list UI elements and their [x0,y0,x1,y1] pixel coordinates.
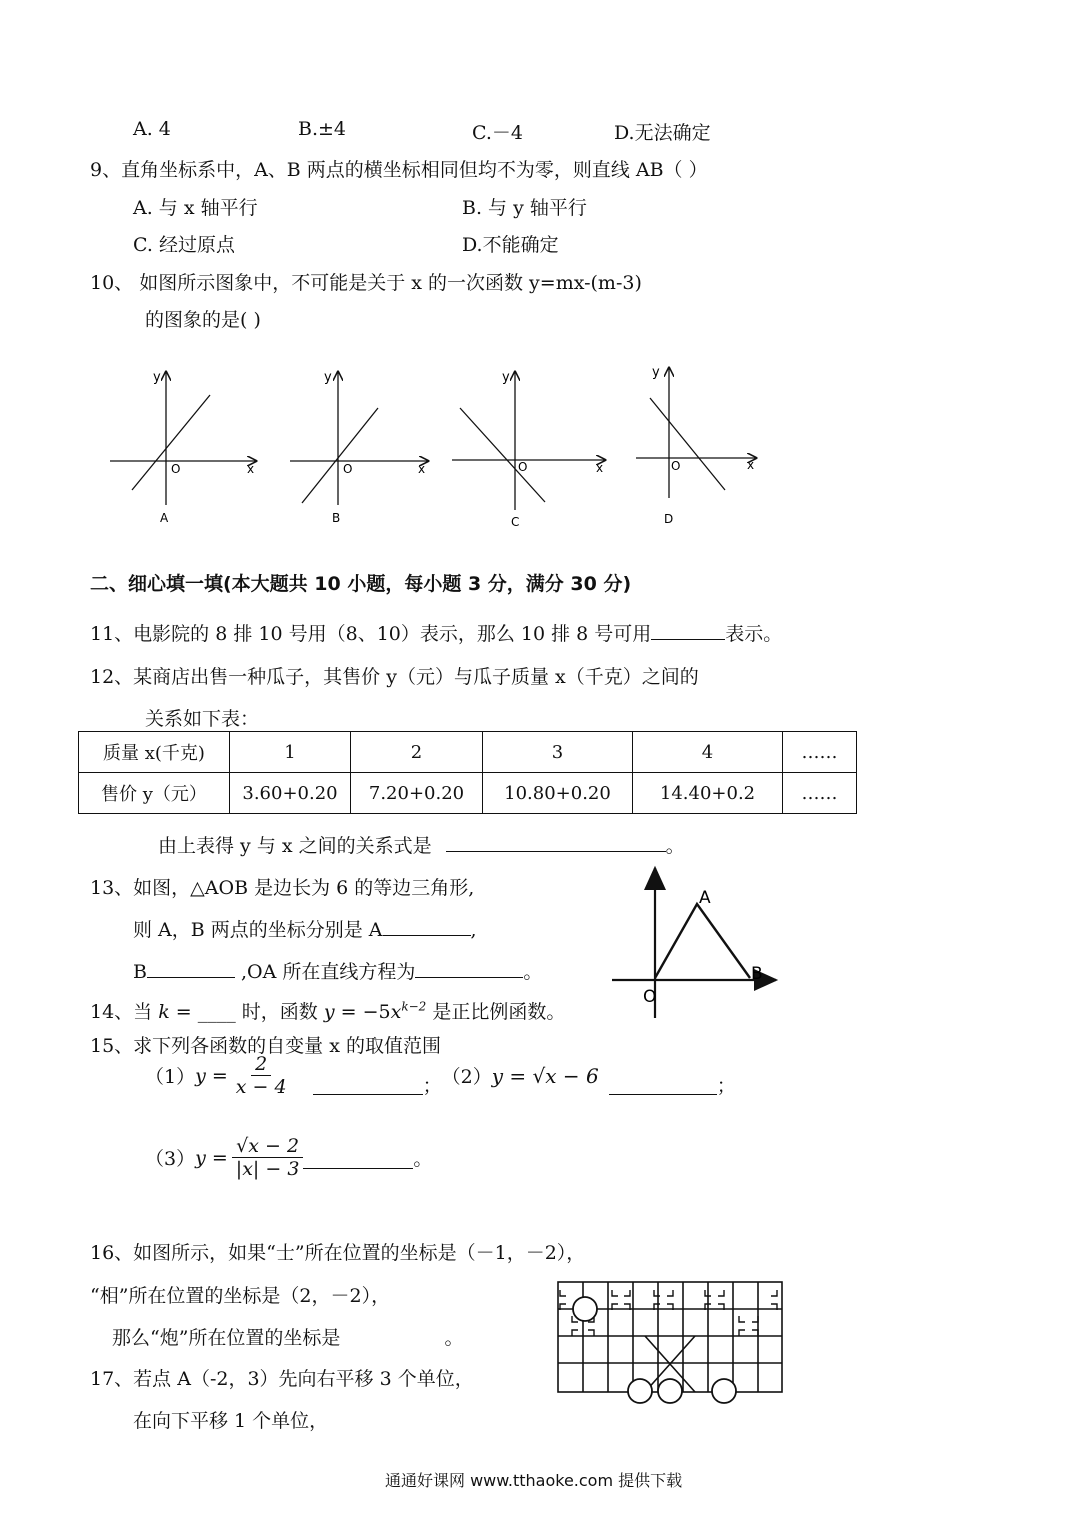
graph-d-y-label: y [652,365,660,380]
q17-line2: 在向下平移 1 个单位， [133,1410,329,1432]
graph-c-x-label: x [596,461,604,475]
q15-p1-blank[interactable] [313,1074,423,1095]
q13-b-blank[interactable] [147,957,235,978]
table-cell: 10.80+0.20 [483,773,633,814]
q15-p2-expr: y = √x − 6 [491,1063,599,1088]
q15-p3-blank[interactable] [303,1148,413,1169]
q15-p3-label: （3） [145,1148,196,1170]
q13-line3-end: 。 [523,961,543,983]
q13-line1: 13、如图，△AOB 是边长为 6 的等边三角形, [90,877,475,899]
q14-func: = −5 [334,1001,391,1023]
q15-p1-fraction [232,1053,291,1098]
q12-follow-end: 。 [665,835,685,857]
q9-option-a: A. 与 x 轴平行 [133,197,258,219]
q14-exponent: k−2 [401,999,427,1014]
graph-b [290,370,428,525]
q11-answer-blank[interactable] [651,619,725,640]
q9-option-c: C. 经过原点 [133,234,235,256]
q13-a-blank[interactable] [383,915,471,936]
q16-line3 [112,1323,463,1350]
q13-label-a: A [699,888,711,908]
table-header-cell: 质量 x(千克) [79,732,230,773]
graph-d-line [650,398,725,490]
q8-option-b: B.±4 [298,118,347,140]
q13-line2-end: , [470,919,477,941]
graph-d-x-label: x [747,458,755,472]
q14-eq: = ____ 时，函数 [169,1001,324,1023]
table-cell: 3.60+0.20 [230,773,351,814]
table-cell: 14.40+0.2 [633,773,783,814]
graph-b-x-label: x [418,462,426,476]
table-cell: 4 [633,732,783,773]
q10-stem-line1: 10、 如图所示图象中，不可能是关于 x 的一次函数 y=mx-(m-3) [90,272,642,294]
q13-oa-blank[interactable] [415,957,523,978]
q15-sep2: ； [716,1075,736,1097]
q10-graphs [0,355,1087,535]
graph-c-label: C [511,515,520,529]
q15-p1-label: （1） [145,1066,196,1088]
q13-figure [600,862,800,1022]
table-cell: …… [783,732,857,773]
q16-line3-text: 那么“炮”所在位置的坐标是 [112,1327,341,1349]
q14-y: y [323,1001,335,1023]
graph-d [636,365,756,526]
q12-follow [158,831,685,858]
graph-d-o-label: O [671,459,681,473]
q11 [90,619,782,646]
q15-stem: 15、求下列各函数的自变量 x 的取值范围 [90,1035,441,1057]
section2-heading: 二、细心填一填(本大题共 10 小题，每小题 3 分，满分 30 分) [90,573,632,595]
page-footer: 通通好课网 www.tthaoke.com 提供下载 [385,1471,683,1490]
table-cell: 2 [351,732,483,773]
q15-sep1: ； [422,1075,442,1097]
q16-line1: 16、如图所示，如果“士”所在位置的坐标是（－1，－2）， [90,1242,586,1264]
q14-x: x [390,1001,402,1023]
q13-label-o: O [643,987,657,1007]
q15-p2-label: （2） [441,1066,492,1088]
q14 [90,997,565,1024]
graph-c-o-label: O [518,460,528,474]
q17-line1: 17、若点 A（-2，3）先向右平移 3 个单位， [90,1368,474,1390]
q8-option-a: A. 4 [133,118,171,140]
q13-triangle [655,904,750,978]
q13-line3-mid: ,OA 所在直线方程为 [234,961,416,983]
q14-post: 是正比例函数。 [426,1001,566,1023]
table-row [79,773,857,814]
graph-b-label: B [332,511,341,525]
q15-part1 [145,1053,736,1098]
graph-a-label: A [160,511,169,525]
table-row [79,732,857,773]
table-cell: 1 [230,732,351,773]
q12-follow-text: 由上表得 y 与 x 之间的关系式是 [158,835,432,857]
q14-k: k [158,1001,170,1023]
q15-p3-fraction [232,1135,304,1180]
q11-text: 11、电影院的 8 排 10 号用（8、10）表示，那么 10 排 8 号可用 [90,623,652,645]
q15-p3-denominator: |x| − 3 [235,1158,300,1180]
q8-option-c: C.－4 [472,122,523,144]
q16-chessboard [550,1276,790,1416]
graph-c-y-label: y [502,370,510,385]
q13-label-b: B [751,964,763,984]
q15-part3 [145,1135,432,1180]
graph-b-o-label: O [343,462,353,476]
table-cell: 3 [483,732,633,773]
q15-p3-numerator: √x − 2 [232,1135,303,1158]
q9-stem: 9、直角坐标系中，A、B 两点的横坐标相同但均不为零，则直线 AB（ ） [90,159,708,181]
table-header-cell: 售价 y（元） [79,773,230,814]
q13-line2-text: 则 A，B 两点的坐标分别是 A [133,919,383,941]
chess-piece-right [712,1379,736,1403]
table-cell: …… [783,773,857,814]
q16-line2: “相”所在位置的坐标是（2，－2）， [90,1285,391,1307]
q16-line3-end: 。 [444,1327,464,1349]
q12-stem-line2: 关系如下表： [145,708,260,730]
graph-d-label: D [664,512,674,526]
table-cell: 7.20+0.20 [351,773,483,814]
q15-p1-y: y = [195,1064,228,1087]
q15-p2-blank[interactable] [609,1074,717,1095]
graph-a-x-label: x [247,462,255,476]
q15-p1-numerator: 2 [251,1053,271,1076]
graph-b-line [302,408,378,503]
q15-p1-denominator: x − 4 [235,1076,287,1098]
graph-a [110,370,256,525]
graph-c [452,370,605,529]
q12-table [78,731,857,814]
q13-b-label: B [133,961,147,983]
q14-pre: 14、当 [90,1001,153,1023]
q11-text-end: 表示。 [725,623,783,645]
graph-b-y-label: y [324,370,332,385]
chess-piece-xiang [628,1379,652,1403]
chess-piece-shi [658,1379,682,1403]
q9-option-b: B. 与 y 轴平行 [462,197,587,219]
q12-answer-blank[interactable] [446,831,666,852]
graph-c-line [460,408,545,502]
q10-stem-line2: 的图象的是( ) [145,309,261,331]
graph-a-o-label: O [171,462,181,476]
q15-p3-end: 。 [413,1148,433,1170]
q8-option-d: D.无法确定 [614,122,711,144]
q12-stem-line1: 12、某商店出售一种瓜子，其售价 y（元）与瓜子质量 x（千克）之间的 [90,666,699,688]
graph-a-y-label: y [153,370,161,385]
q13-line2 [133,915,477,942]
chess-piece-top-left [573,1297,597,1321]
q9-option-d: D.不能确定 [462,234,559,256]
q15-p3-y: y = [195,1146,228,1169]
q13-line3 [133,957,542,984]
